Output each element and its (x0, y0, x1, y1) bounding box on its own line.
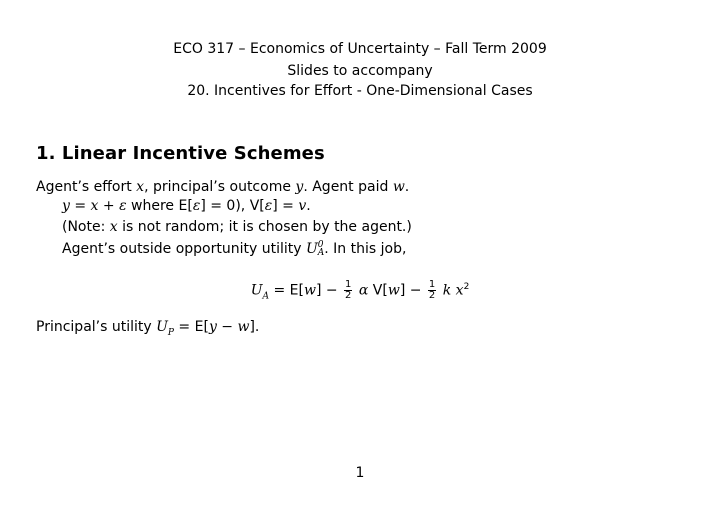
text-line-note: (Note: x is not random; it is chosen by the agent.) (62, 219, 412, 235)
page-number: 1 (355, 465, 365, 481)
fraction-half-2: $\frac{1}{2}$ (428, 279, 436, 302)
section-heading: 1. Linear Incentive Schemes (36, 143, 325, 164)
course-title: ECO 317 – Economics of Uncertainty – Fall Term 2009 (173, 41, 547, 57)
fraction-half: $\frac{1}{2}$ (345, 279, 352, 302)
lecture-title: 20. Incentives for Effort - One-Dimensional Cases (187, 83, 533, 99)
text-line-principal-utility: Principal’s utility $U_P = E[y - w]$. (36, 319, 260, 338)
slides-subtitle: Slides to accompany (287, 63, 433, 79)
text-line-effort: Agent’s effort x, principal’s outcome y. Agent paid w. (36, 179, 410, 195)
text-line-outcome-equation: y = x + ε where E[ε] = 0), V[ε] = v. (62, 198, 311, 214)
text-line-outside-utility: Agent’s outside opportunity utility U 0 A . In this job, (62, 240, 407, 258)
agent-utility-equation: $U_A = E[w]$ − $\frac{1}{2}$ α V[w] − $\frac{1}{2}$ k $x^2$ (250, 279, 470, 302)
